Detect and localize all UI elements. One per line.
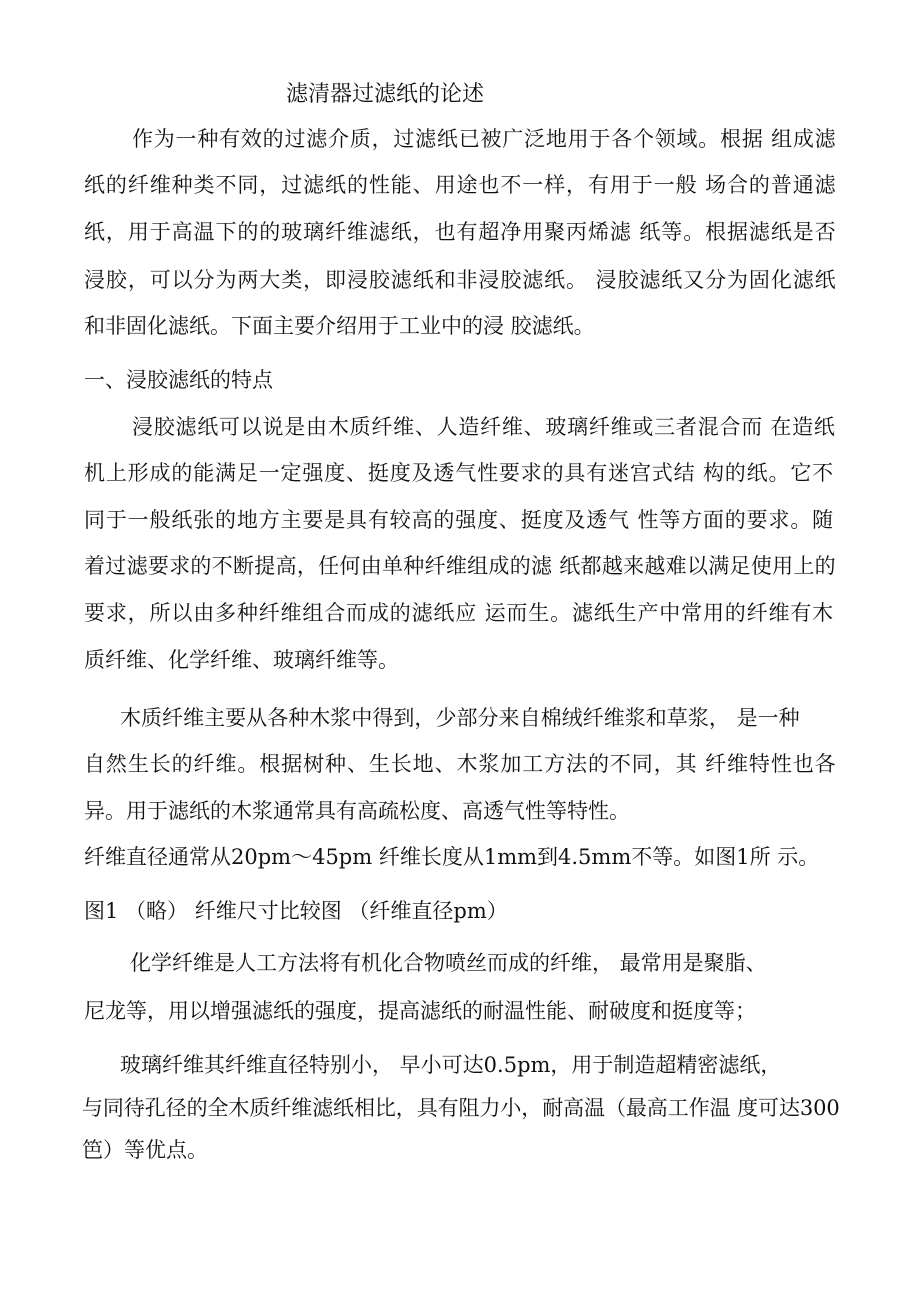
paragraph-line: 同于一般纸张的地方主要是具有较高的强度、挺度及透气 性等方面的要求。随	[84, 508, 834, 532]
paragraph-line: 化学纤维是人工方法将有机化合物喷丝而成的纤维， 最常用是聚脂、	[130, 951, 767, 975]
paragraph-line: 与同待孔径的全木质纤维滤纸相比，具有阻力小，耐高温（最高工作温 度可达300	[82, 1096, 840, 1120]
paragraph-line: 尼龙等，用以增强滤纸的强度，提高滤纸的耐温性能、耐破度和挺度等；	[84, 999, 756, 1023]
paragraph-line: 纤维直径通常从20pm〜45pm 纤维长度从1mm到4.5mm不等。如图1所 示。	[84, 845, 820, 869]
paragraph-line: 自然生长的纤维。根据树种、生长地、木浆加工方法的不同，其 纤维特性也各	[84, 752, 837, 776]
paragraph-line: 作为一种有效的过滤介质，过滤纸已被广泛地用于各个领域。根据 组成滤	[132, 127, 837, 151]
paragraph-line: 着过滤要求的不断提高，任何由单种纤维组成的滤 纸都越来越难以满足使用上的	[84, 554, 836, 578]
paragraph-line: 浸胶滤纸可以说是由木质纤维、人造纤维、玻璃纤维或三者混合而 在造纸	[132, 415, 836, 439]
paragraph-line: 质纤维、化学纤维、玻璃纤维等。	[84, 648, 399, 672]
paragraph-line: 玻璃纤维其纤维直径特别小， 早小可达0.5pm，用于制造超精密滤纸，	[120, 1053, 782, 1077]
paragraph-line: 纸，用于高温下的的玻璃纤维滤纸，也有超净用聚丙烯滤 纸等。根据滤纸是否	[84, 220, 837, 244]
paragraph-line: 机上形成的能满足一定强度、挺度及透气性要求的具有迷宫式结 构的纸。它不	[84, 461, 834, 485]
figure-caption: 图1 （略） 纤维尺寸比较图 （纤维直径pm）	[84, 899, 508, 923]
section-heading: 一、浸胶滤纸的特点	[84, 368, 273, 392]
paragraph-line: 异。用于滤纸的木浆通常具有高疏松度、高透气性等特性。	[84, 799, 630, 823]
paragraph-line: 和非固化滤纸。下面主要介绍用于工业中的浸 胶滤纸。	[84, 314, 595, 338]
paragraph-line: 木质纤维主要从各种木浆中得到，少部分来自棉绒纤维浆和草浆， 是一种	[120, 706, 800, 730]
paragraph-line: 浸胶，可以分为两大类，即浸胶滤纸和非浸胶滤纸。 浸胶滤纸又分为固化滤纸	[84, 268, 837, 292]
paragraph-line: 纸的纤维种类不同，过滤纸的性能、用途也不一样，有用于一般 场合的普通滤	[84, 173, 837, 197]
document-title: 滤清器过滤纸的论述	[286, 82, 485, 107]
paragraph-line: 笆）等优点。	[82, 1138, 208, 1162]
paragraph-line: 要求，所以由多种纤维组合而成的滤纸应 运而生。滤纸生产中常用的纤维有木	[84, 601, 834, 625]
